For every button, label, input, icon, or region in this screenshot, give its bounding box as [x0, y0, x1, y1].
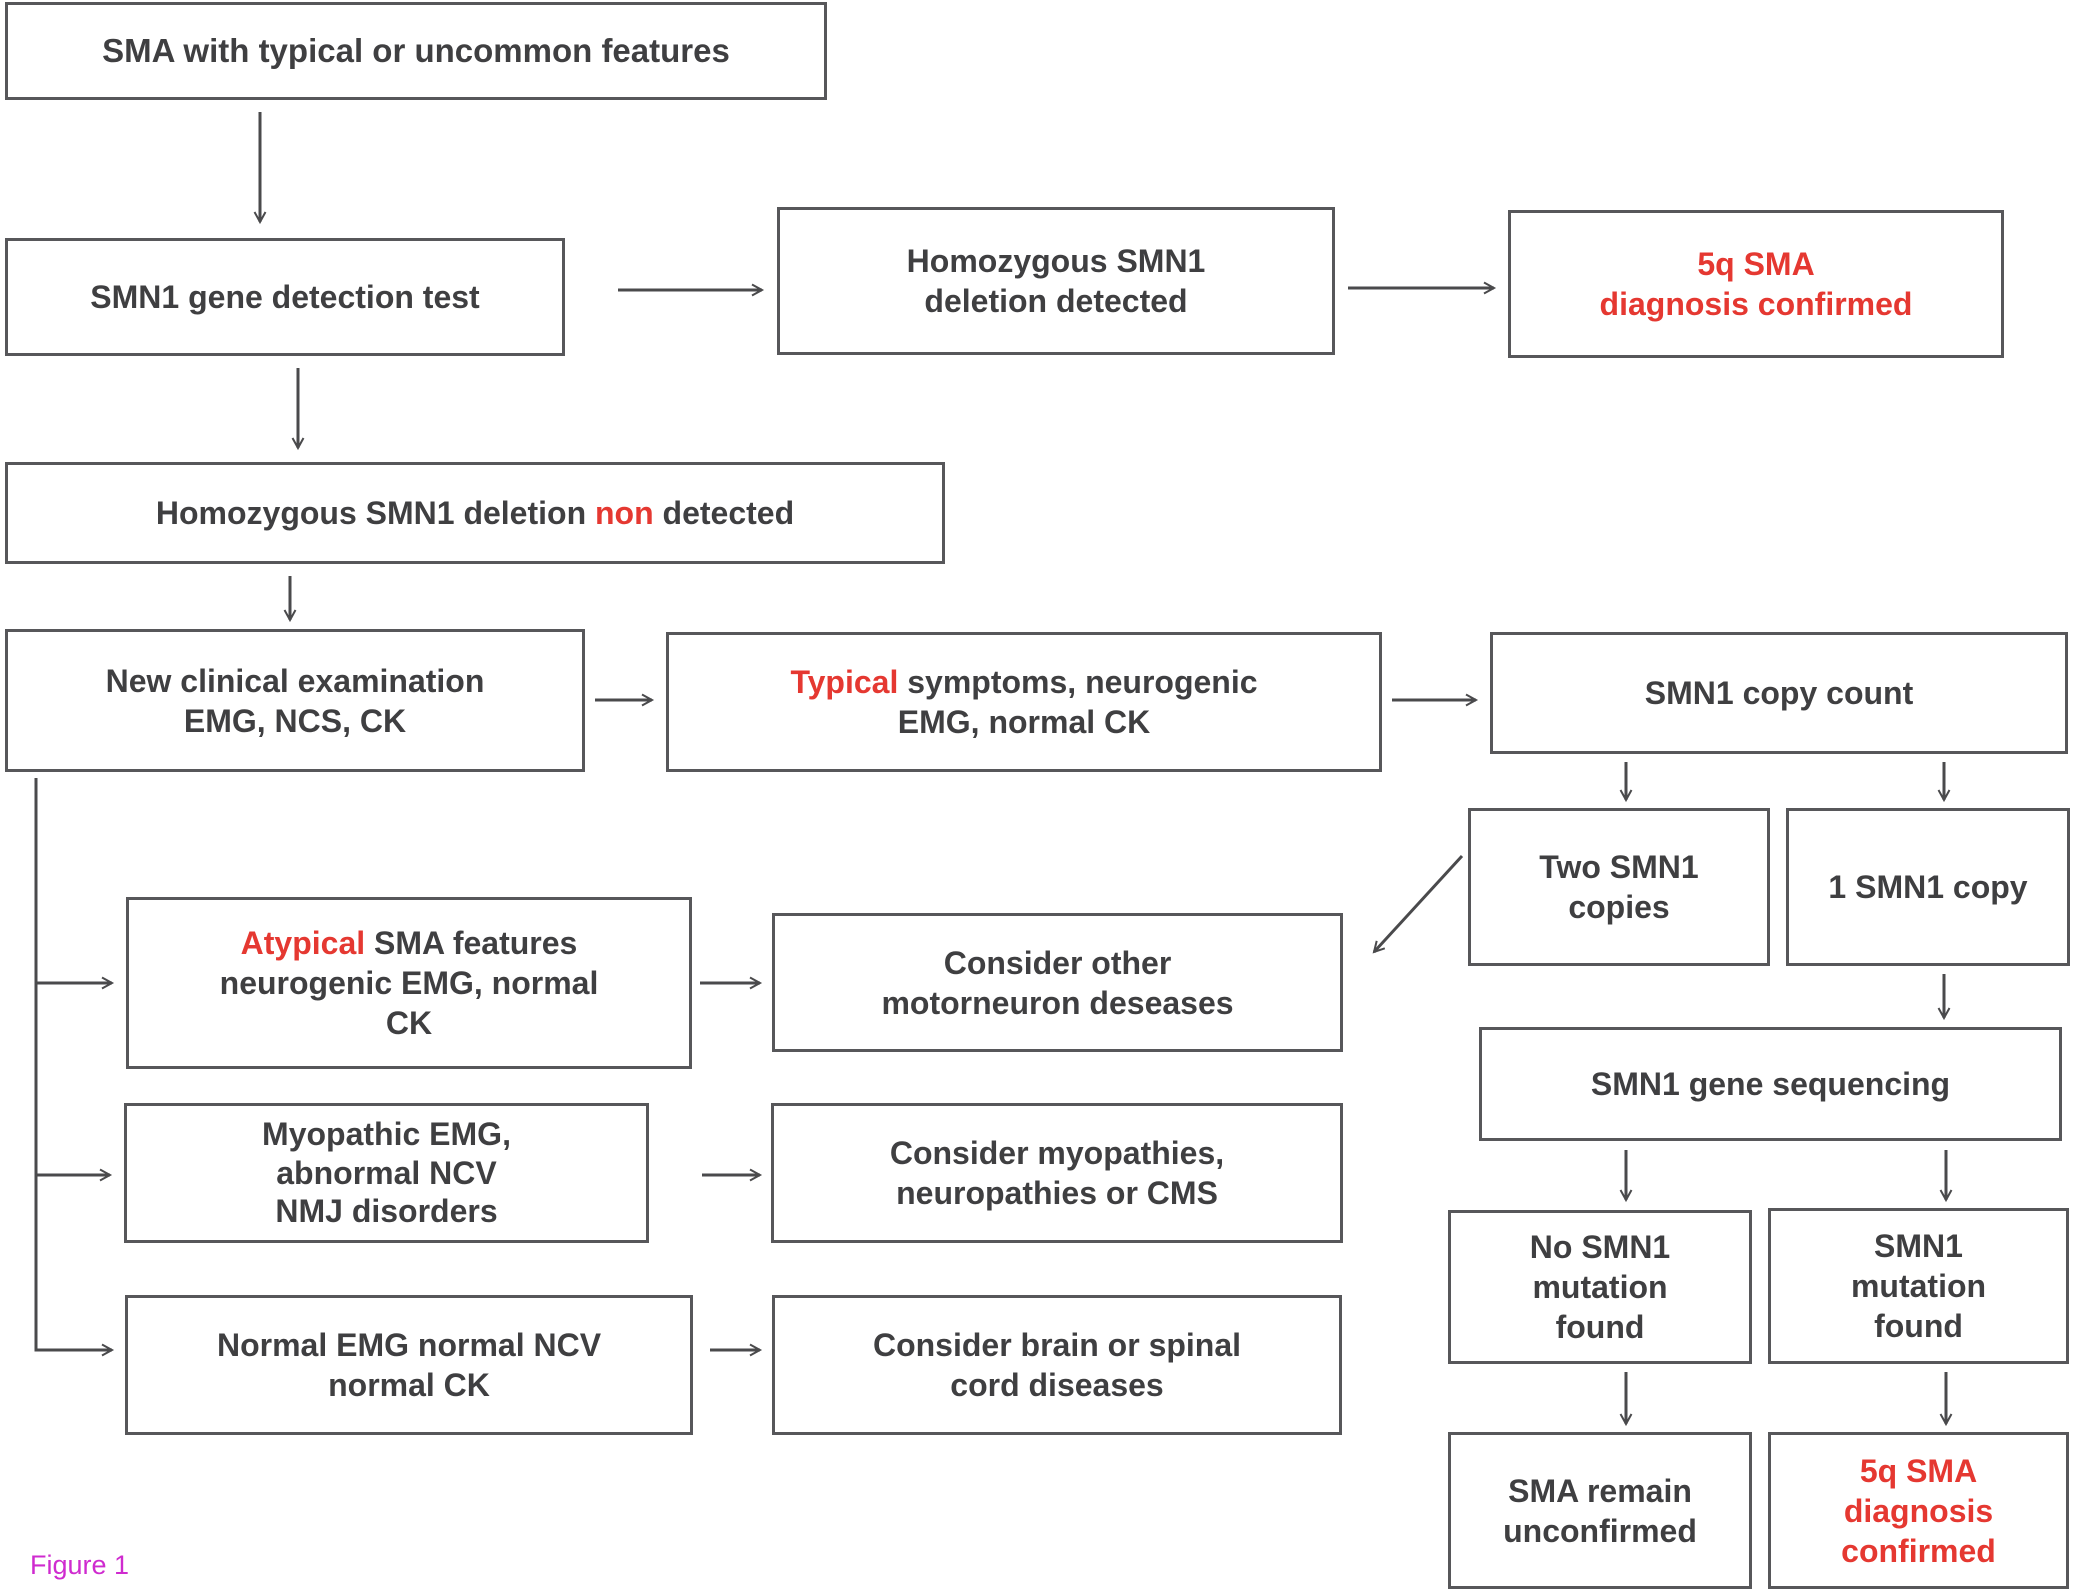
box-atypical-sma [126, 897, 692, 1069]
mutation-found-line1: SMN1 [1874, 1228, 1963, 1264]
consider-brain-line2: cord diseases [950, 1367, 1164, 1403]
deletion-detected-line1: Homozygous SMN1 [906, 243, 1206, 279]
non-detected-post: detected [653, 495, 795, 531]
5q-bottom-line2: diagnosis [1843, 1492, 1994, 1529]
no-mutation-line1: No SMN1 [1529, 1229, 1671, 1265]
myopathic-line2: abnormal NCV [276, 1154, 497, 1191]
box-smn1-mutation-found [1768, 1208, 2069, 1364]
atypical-rest1: SMA features [365, 925, 578, 961]
deletion-detected-line2: deletion detected [924, 283, 1188, 319]
5q-top-line1: 5q SMA [1697, 246, 1815, 282]
two-copies-line1: Two SMN1 [1539, 849, 1699, 885]
5q-bottom-line1: 5q SMA [1859, 1452, 1978, 1489]
non-detected-pre: Homozygous SMN1 deletion [155, 495, 595, 531]
box-sma-start-text: SMA with typical or uncommon features [102, 32, 730, 70]
typical-highlight: Typical [790, 664, 899, 700]
box-consider-brain [772, 1295, 1342, 1435]
box-normal-emg [125, 1295, 693, 1435]
unconfirmed-line2: unconfirmed [1503, 1512, 1697, 1549]
branch-line-newexam [36, 778, 112, 1350]
one-copy-text: 1 SMN1 copy [1828, 869, 2028, 905]
box-smn1-copy-count [1490, 632, 2068, 754]
two-copies-line2: copies [1568, 889, 1670, 925]
myopathic-line3: NMJ disorders [275, 1193, 498, 1230]
no-mutation-line3: found [1555, 1309, 1645, 1345]
box-5q-sma-confirmed-top [1508, 210, 2004, 358]
5q-bottom-line3: confirmed [1841, 1532, 1996, 1569]
new-exam-line1: New clinical examination [105, 662, 485, 699]
non-detected-highlight: non [595, 495, 654, 531]
box-consider-motorneuron [772, 913, 1343, 1052]
consider-myopathies-line2: neuropathies or CMS [896, 1175, 1218, 1211]
box-one-smn1-copy [1786, 808, 2070, 966]
mutation-found-line3: found [1874, 1308, 1963, 1344]
box-two-smn1-copies [1468, 808, 1770, 966]
atypical-highlight: Atypical [240, 925, 366, 961]
consider-brain-line1: Consider brain or spinal [872, 1327, 1242, 1363]
box-no-smn1-mutation [1448, 1210, 1752, 1364]
consider-myopathies-line1: Consider myopathies, [889, 1135, 1225, 1171]
box-sma-start [5, 2, 827, 100]
copy-count-text: SMN1 copy count [1644, 675, 1914, 711]
mutation-found-line2: mutation [1850, 1268, 1987, 1304]
box-homozygous-deletion-detected [777, 207, 1335, 355]
new-exam-line2: EMG, NCS, CK [183, 702, 407, 739]
box-new-clinical-exam [5, 629, 585, 772]
consider-motorneuron-line2: motorneuron deseases [881, 984, 1234, 1021]
unconfirmed-line1: SMA remain [1508, 1472, 1692, 1509]
myopathic-line1: Myopathic EMG, [262, 1116, 511, 1153]
deletion-non-detected-text [156, 493, 794, 533]
box-gene-detection-test-text: SMN1 gene detection test [90, 279, 480, 315]
atypical-line3: CK [385, 1005, 433, 1041]
arrow-twocopies-to-motorneuron [1374, 856, 1462, 952]
normal-emg-line2: normal CK [328, 1367, 490, 1403]
box-consider-myopathies [771, 1103, 1343, 1243]
box-typical-symptoms [666, 632, 1382, 772]
5q-top-line2: diagnosis confirmed [1599, 286, 1913, 322]
typical-line1 [790, 662, 1257, 702]
normal-emg-line1: Normal EMG normal NCV [216, 1327, 602, 1363]
box-myopathic-emg [124, 1103, 649, 1243]
box-5q-sma-confirmed-bottom [1768, 1432, 2069, 1589]
figure-label: Figure 1 [30, 1550, 130, 1580]
box-deletion-non-detected [5, 462, 945, 564]
atypical-line2: neurogenic EMG, normal [219, 965, 599, 1001]
box-gene-detection-test [5, 238, 565, 356]
sequencing-text: SMN1 gene sequencing [1590, 1066, 1951, 1102]
typical-rest1: symptoms, neurogenic [898, 664, 1258, 700]
atypical-line1 [241, 923, 578, 963]
consider-motorneuron-line1: Consider other [943, 944, 1172, 981]
no-mutation-line2: mutation [1532, 1269, 1668, 1305]
box-smn1-gene-sequencing [1479, 1027, 2062, 1141]
typical-line2: EMG, normal CK [897, 704, 1151, 740]
box-sma-unconfirmed [1448, 1432, 1752, 1589]
